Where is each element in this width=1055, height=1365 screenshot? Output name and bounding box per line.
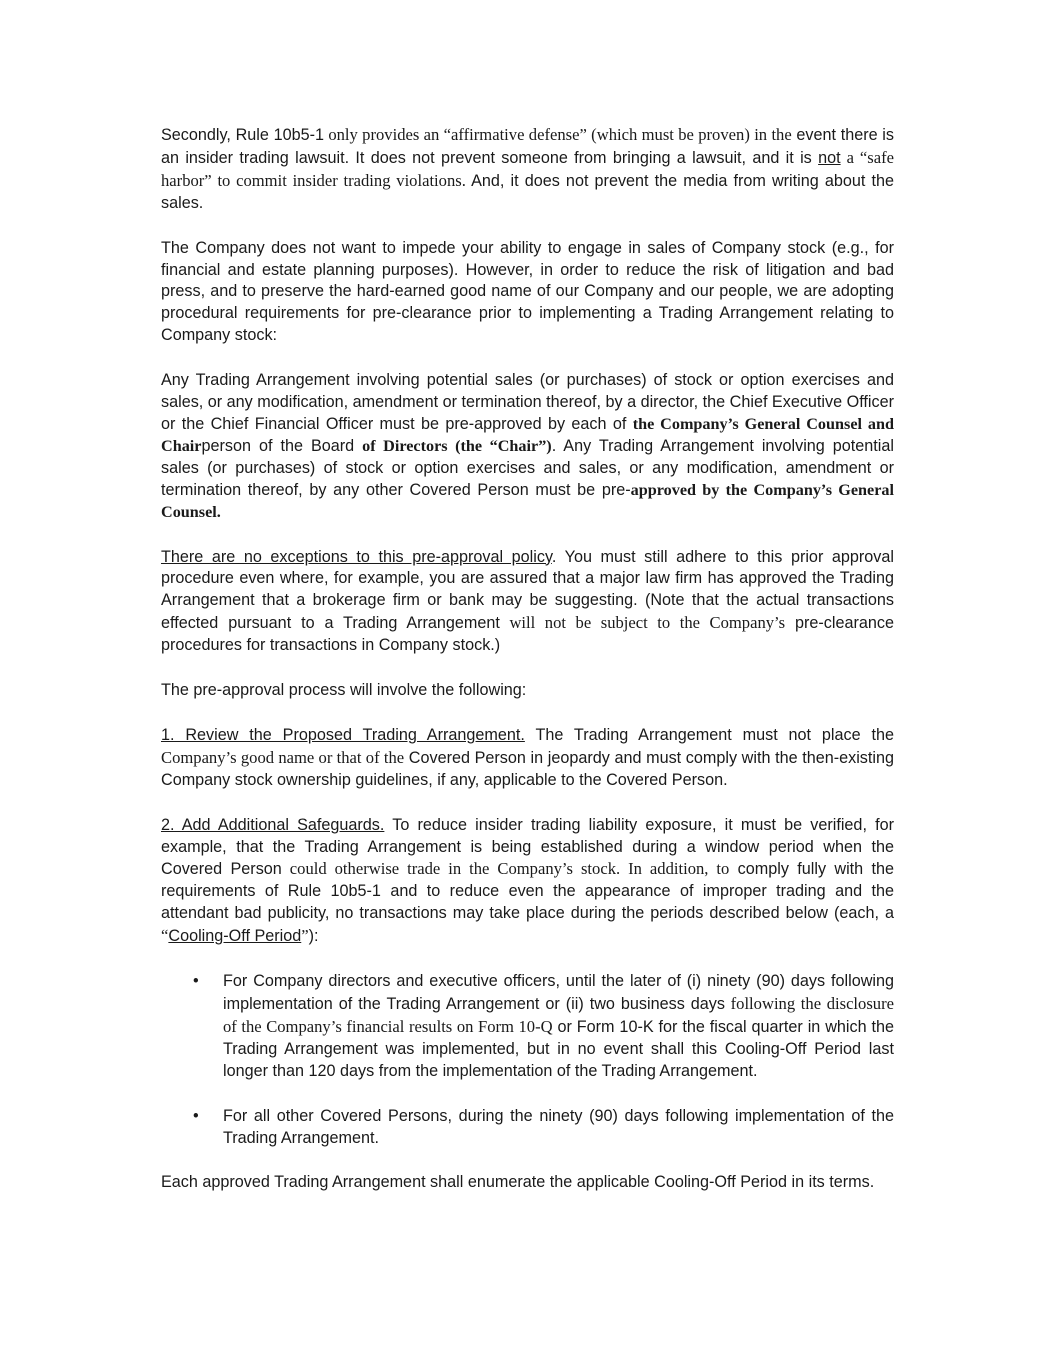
text: event there is an insider trading lawsuit. It does not prevent someone from bringing a lawsuit, and it is: [161, 126, 894, 167]
text: ”: [301, 926, 309, 946]
paragraph-company-intent: The Company does not want to impede your ability to engage in sales of Company stock (e.g., for financial and estate planning purposes). However, in order to reduce the risk of litigation and bad press, and to preserve the hard-earned good name of our Company and our people, we are adopting procedural requirements for pre-clearance prior to implementing a Trading Arrangement relating to Company stock:: [161, 238, 894, 345]
text: Any Trading Arrangement involving potential sales (or purchases) of stock or option exercises and sales, or any modification, amendment or termination thereof, by a director, the Chief Executive Officer or the Chief Financial Officer must be pre-approved by each of: [161, 371, 894, 433]
defined-term-cooling-off-period: Cooling-Off Period: [168, 927, 302, 946]
text: . Any Trading Arrangement involving potential sales (or purchases) of stock or option exercises and sales, or any modification, amendment or termination thereof, by any other Covered Person must be pre-: [161, 436, 895, 499]
bold-text: the Company’s General Counsel and Chair: [161, 414, 894, 455]
text: Secondly, Rule 10b5-1: [161, 126, 324, 144]
text: pre-clearance procedures for transactions in Company stock.): [161, 614, 894, 655]
paragraph-step-1-review: [161, 725, 894, 792]
text: To reduce insider trading liability exposure, it must be verified, for example, that the Trading Arrangement is being established during a window period when the Covered Person: [161, 815, 894, 879]
text: person of the Board: [201, 436, 363, 455]
text: a “safe harbor” to commit insider trading violations.: [161, 147, 894, 190]
text: could otherwise trade in the Company’s stock. In addition, to: [281, 859, 730, 879]
text: comply fully with the requirements of Rule 10b5-1 and to reduce even the appearance of improper trading and the attendant bad publicity, no transactions may take place during the periods described below (each, a: [161, 860, 894, 923]
paragraph-step-2-safeguards: [161, 815, 894, 948]
text: For all other Covered Persons, during the ninety (90) days following implementation of the Trading Arrangement.: [223, 1106, 894, 1147]
text: ):: [308, 927, 319, 946]
list-item: [161, 971, 894, 1083]
text: following the disclosure of the Company’s financial results on Form 10-Q: [223, 994, 894, 1036]
text: “: [161, 926, 169, 946]
paragraph-preapproval-requirement: [161, 370, 894, 523]
text: Covered Person in jeopardy and must comply with the then-existing Company stock ownership guidelines, if any, applicable to the Covered Person.: [161, 748, 894, 789]
paragraph-enumerate-cooling-off: Each approved Trading Arrangement shall enumerate the applicable Cooling-Off Period in its terms.: [161, 1173, 875, 1192]
step-2-heading: 2. Add Additional Safeguards.: [161, 815, 385, 834]
text: only provides an “affirmative defense” (which must be proven) in the: [323, 125, 792, 144]
text: The Trading Arrangement must not place the: [524, 725, 894, 744]
bullet-icon: •: [193, 972, 199, 991]
bold-text: of Directors (the “Chair”): [362, 436, 552, 455]
text: will not be subject to the Company’s: [499, 613, 786, 633]
bold-text: approved by the Company’s General Counsel.: [161, 480, 894, 521]
text: or Form 10-K for the fiscal quarter in which the Trading Arrangement was implemented, but in no event shall this Cooling-Off Period last longer than 120 days from the implementation of the Trading Arrangement.: [223, 1017, 894, 1080]
text: . You must still adhere to this prior approval procedure even where, for example, you are assured that a major law firm has approved the Trading Arrangement that a brokerage firm or bank may be suggesting. (Note that the actual transactions effected pursuant to a Trading Arrangement: [161, 547, 894, 633]
underlined-heading: There are no exceptions to this pre-approval policy: [161, 547, 552, 566]
document-page: [161, 124, 894, 1217]
text: Company’s good name or that of the: [161, 747, 405, 767]
emphasis-not: not: [818, 148, 841, 167]
bullet-icon: •: [193, 1106, 199, 1125]
list-item: [161, 1106, 894, 1150]
text: And, it does not prevent the media from writing about the sales.: [161, 171, 894, 212]
paragraph-process-intro: The pre-approval process will involve the following:: [161, 681, 527, 700]
text: For Company directors and executive officers, until the later of (i) ninety (90) days following implementation of the Trading Arrangement or (ii) two business days: [223, 972, 894, 1013]
paragraph-rule-10b5-1-defense: [161, 124, 894, 215]
cooling-off-period-list: [161, 971, 894, 1149]
paragraph-no-exceptions: [161, 547, 894, 658]
step-1-heading: 1. Review the Proposed Trading Arrangement.: [161, 725, 525, 744]
